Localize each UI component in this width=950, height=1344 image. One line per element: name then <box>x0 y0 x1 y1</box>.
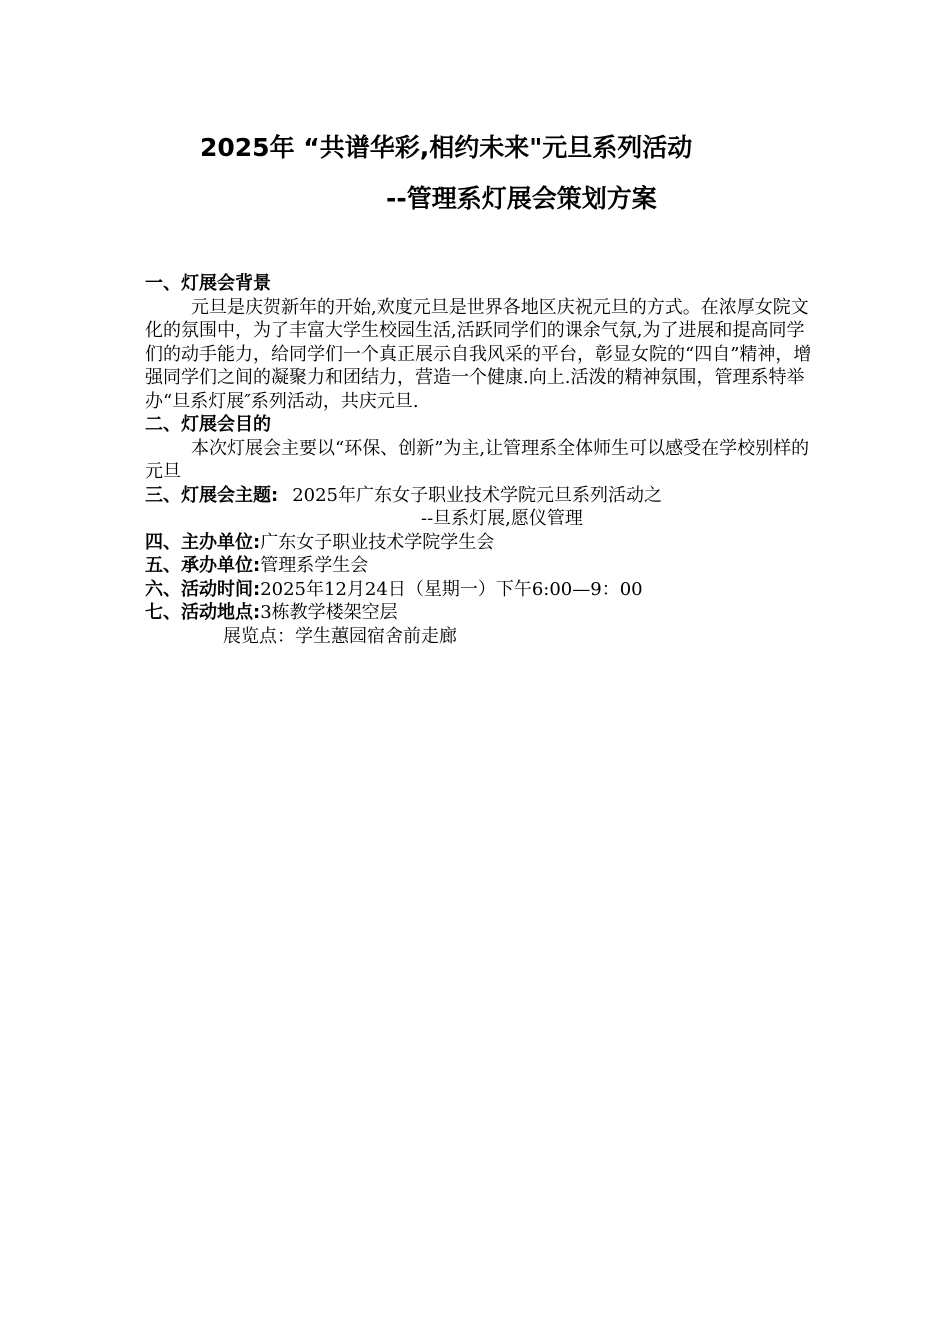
section-host-value: 广东女子职业技术学院学生会 <box>260 531 495 553</box>
section-background-text: 元旦是庆贺新年的开始,欢度元旦是世界各地区庆祝元旦的方式。在浓厚女院文化的氛围中，为了丰富大学生校园生活,活跃同学们的课余气氛,为了进展和提高同学们的动手能力，给同学们一个真正展示自我风采的平台，彰显女院的“四自”精神，增强同学们之间的凝聚力和团结力，营造一个健康.向上.活泼的精神氛围，管理系特举办“旦系灯展″系列活动，共庆元旦. <box>145 296 812 412</box>
section-time-value: 2025年12月24日（星期一）下午6:00—9：00 <box>260 578 643 600</box>
section-background-heading: 一、灯展会背景 <box>145 273 271 294</box>
section-theme-line-2: --旦系灯展,愿仪管理 <box>421 508 583 529</box>
section-host <box>145 531 817 555</box>
document-body <box>145 272 817 648</box>
section-purpose-heading: 二、灯展会目的 <box>145 414 271 435</box>
section-time <box>145 578 817 602</box>
section-location-value: 3栋教学楼架空层 <box>260 602 398 623</box>
section-organizer-label: 五、承办单位: <box>145 555 261 576</box>
section-organizer-value: 管理系学生会 <box>260 555 369 576</box>
section-location-label: 七、活动地点: <box>145 602 261 623</box>
section-time-label: 六、活动时间: <box>145 578 261 600</box>
section-location <box>145 601 817 625</box>
section-theme-label: 三、灯展会主题: <box>145 484 279 506</box>
document-title-line-1: 2025年 “共谱华彩,相约未来"元旦系列活动 <box>200 133 693 162</box>
section-purpose-text: 本次灯展会主要以“环保、创新”为主,让管理系全体师生可以感受在学校别样的元旦 <box>145 437 810 482</box>
section-location-exhibit: 展览点：学生蕙园宿舍前走廊 <box>223 625 457 647</box>
section-theme-line-1: 2025年广东女子职业技术学院元旦系列活动之 <box>292 484 663 506</box>
section-organizer <box>145 554 817 578</box>
document-title-line-2: --管理系灯展会策划方案 <box>386 184 657 213</box>
section-theme <box>145 484 817 508</box>
section-host-label: 四、主办单位: <box>145 531 261 553</box>
